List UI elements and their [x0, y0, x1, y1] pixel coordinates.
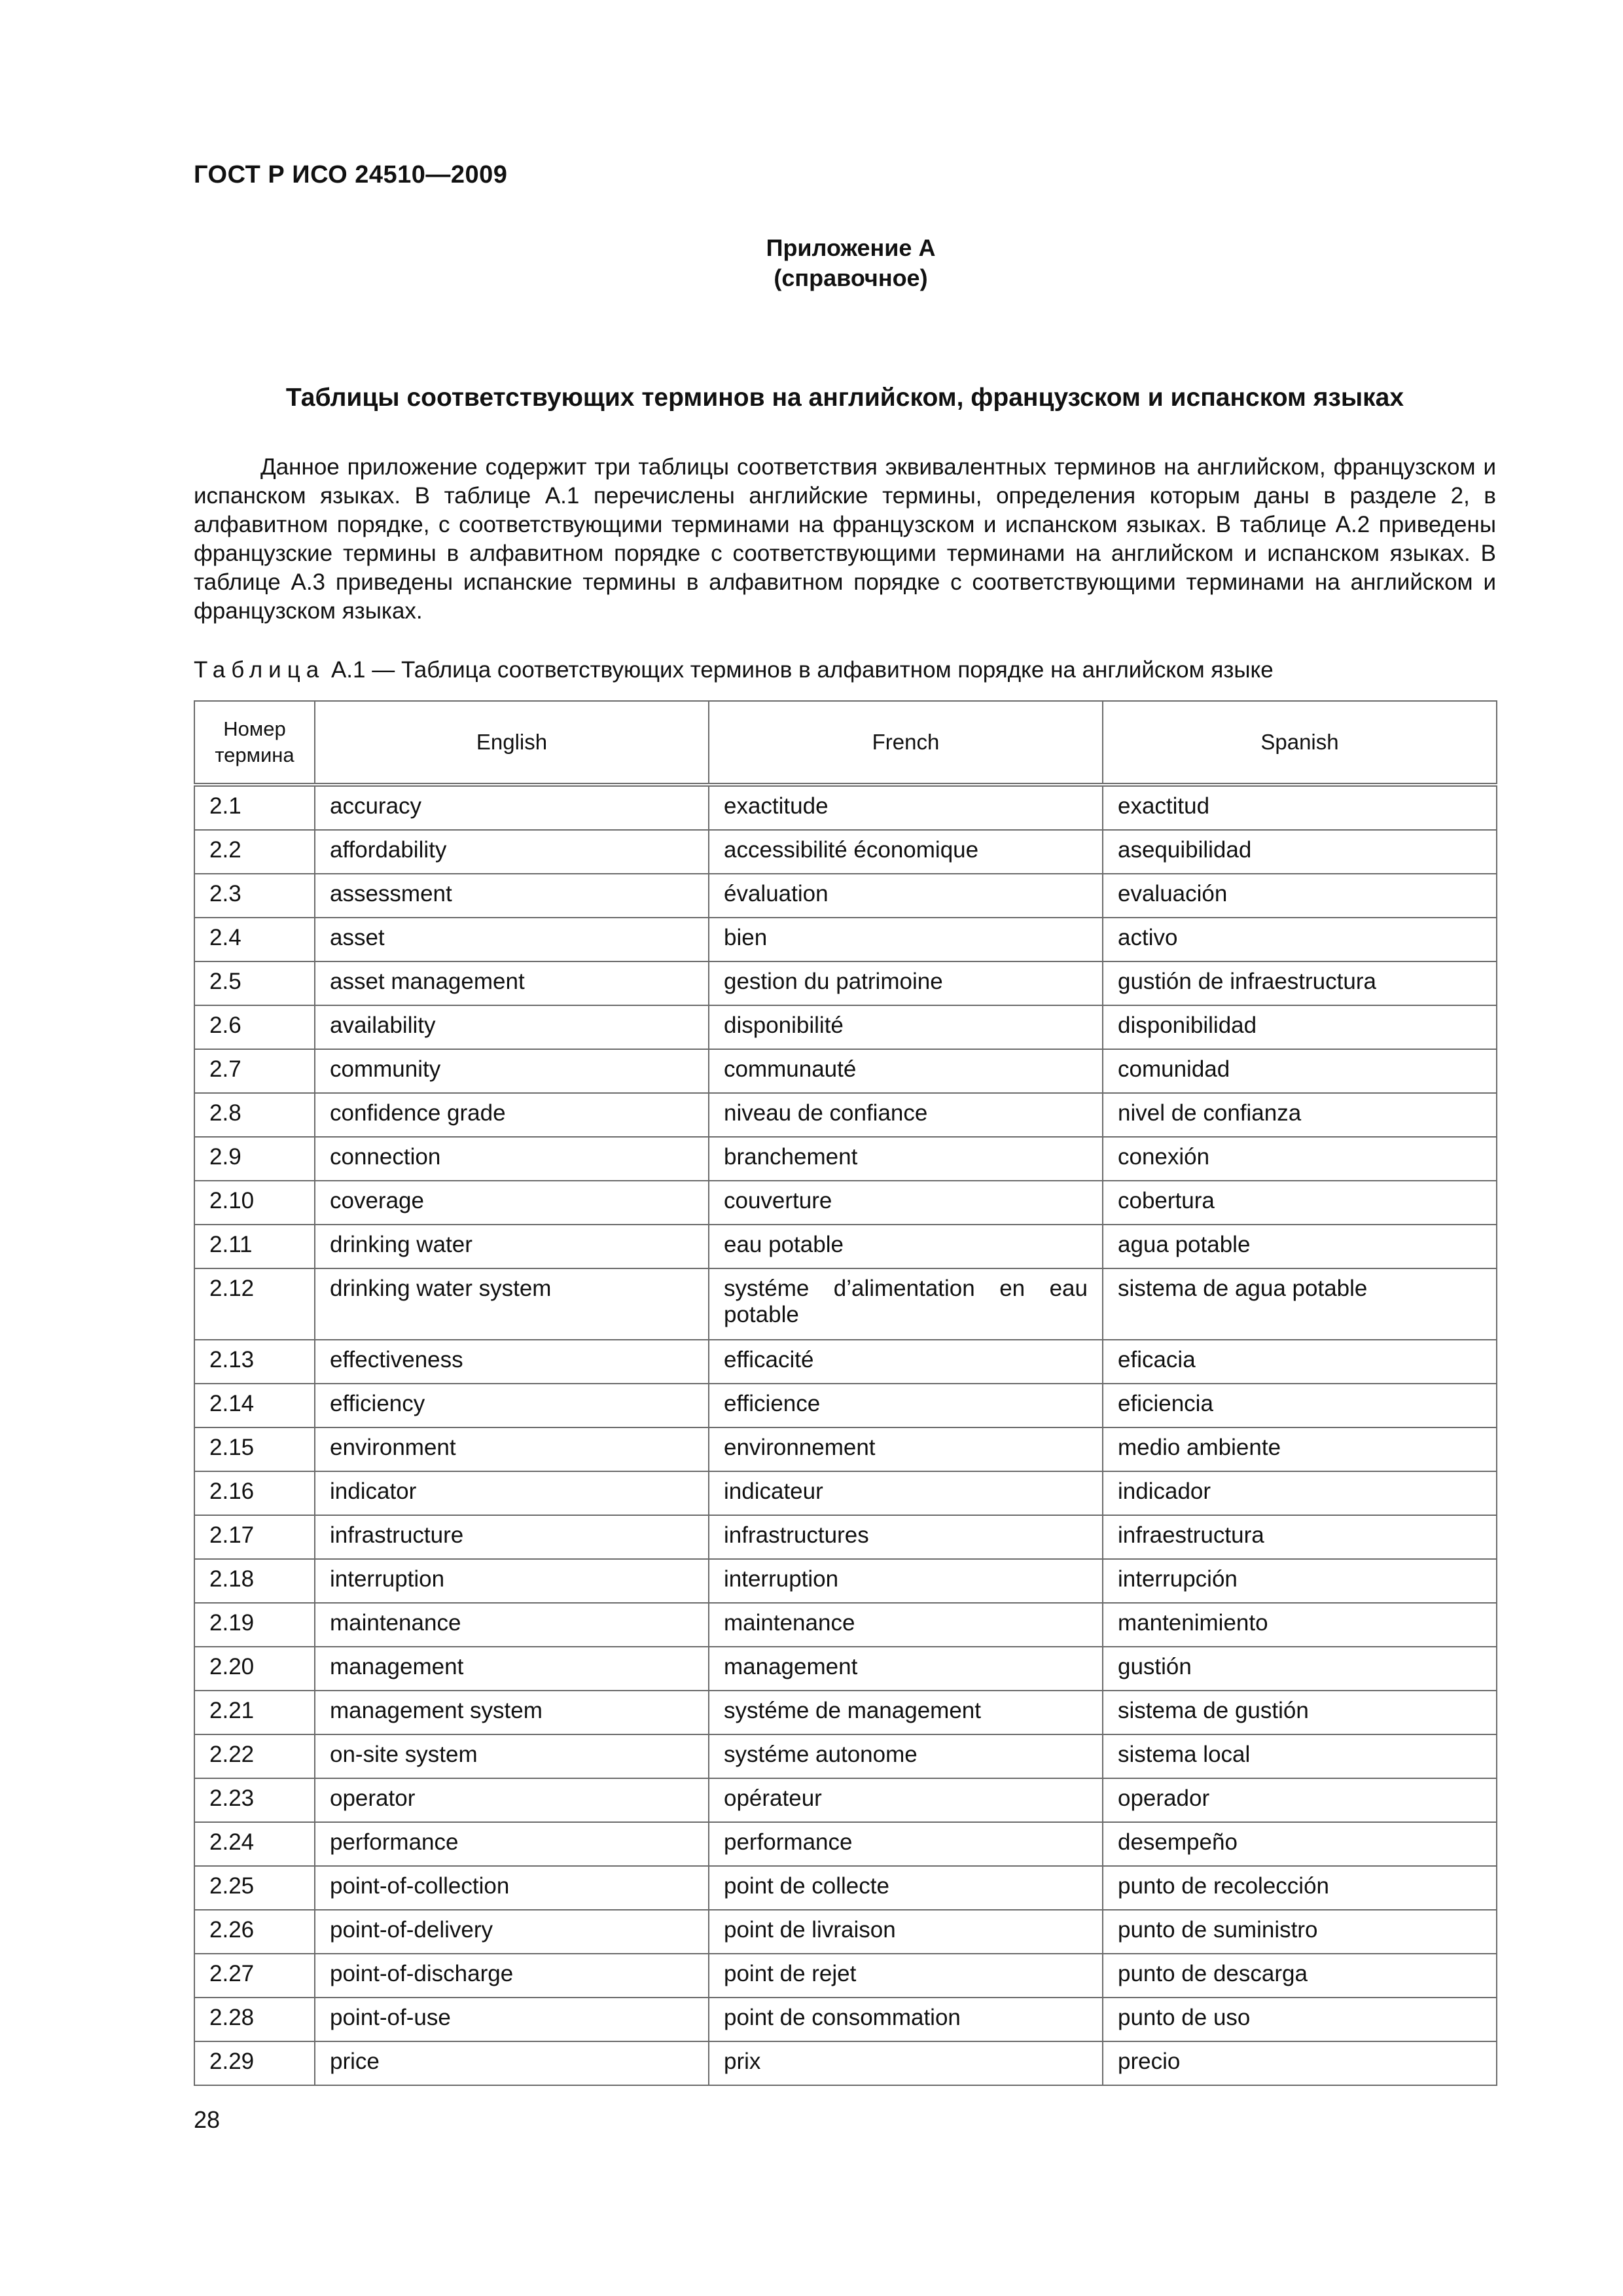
table-header-row — [194, 701, 1497, 785]
english-term-cell: maintenance — [315, 1603, 709, 1647]
french-term-cell: point de rejet — [709, 1954, 1103, 1998]
term-number-cell: 2.24 — [194, 1822, 315, 1866]
french-term-cell: performance — [709, 1822, 1103, 1866]
french-term-cell: évaluation — [709, 874, 1103, 918]
term-number-cell: 2.18 — [194, 1559, 315, 1603]
english-term-cell: management system — [315, 1691, 709, 1734]
spanish-term-cell: infraestructura — [1103, 1515, 1497, 1559]
english-term-cell: indicator — [315, 1471, 709, 1515]
english-term-cell: community — [315, 1049, 709, 1093]
table-caption-text: А.1 — Таблица соответствующих терминов в алфавитном порядке на английском языке — [325, 657, 1274, 683]
appendix-title: Приложение А — [766, 234, 936, 261]
term-number-cell: 2.10 — [194, 1181, 315, 1225]
french-term-cell: bien — [709, 918, 1103, 961]
french-term-cell: point de livraison — [709, 1910, 1103, 1954]
term-number-cell: 2.17 — [194, 1515, 315, 1559]
english-term-cell: connection — [315, 1137, 709, 1181]
french-term-cell: environnement — [709, 1427, 1103, 1471]
spanish-term-cell: exactitud — [1103, 785, 1497, 830]
table-row — [194, 1691, 1497, 1734]
spanish-term-cell: evaluación — [1103, 874, 1497, 918]
spanish-term-cell: interrupción — [1103, 1559, 1497, 1603]
spanish-term-cell: nivel de confianza — [1103, 1093, 1497, 1137]
english-term-cell: point-of-delivery — [315, 1910, 709, 1954]
french-term-cell: eau potable — [709, 1225, 1103, 1268]
spanish-term-cell: precio — [1103, 2041, 1497, 2085]
spanish-term-cell: disponibilidad — [1103, 1005, 1497, 1049]
table-body — [194, 785, 1497, 2085]
term-number-cell: 2.2 — [194, 830, 315, 874]
spanish-term-cell: eficiencia — [1103, 1384, 1497, 1427]
spanish-term-cell: gustión de infraestructura — [1103, 961, 1497, 1005]
table-row — [194, 1137, 1497, 1181]
table-row — [194, 1384, 1497, 1427]
term-number-cell: 2.25 — [194, 1866, 315, 1910]
header-term-number — [194, 701, 315, 785]
english-term-cell: assessment — [315, 874, 709, 918]
table-row — [194, 1822, 1497, 1866]
french-term-cell: communauté — [709, 1049, 1103, 1093]
english-term-cell: drinking water — [315, 1225, 709, 1268]
english-term-cell: asset management — [315, 961, 709, 1005]
header-spanish: Spanish — [1103, 701, 1497, 785]
spanish-term-cell: medio ambiente — [1103, 1427, 1497, 1471]
french-term-cell: systéme autonome — [709, 1734, 1103, 1778]
term-number-cell: 2.8 — [194, 1093, 315, 1137]
term-number-cell: 2.26 — [194, 1910, 315, 1954]
french-term-cell: gestion du patrimoine — [709, 961, 1103, 1005]
term-number-cell: 2.15 — [194, 1427, 315, 1471]
table-caption-label: Таблица — [194, 657, 325, 683]
terms-table — [194, 700, 1497, 2086]
table-row — [194, 1910, 1497, 1954]
term-number-cell: 2.29 — [194, 2041, 315, 2085]
english-term-cell: management — [315, 1647, 709, 1691]
header-french: French — [709, 701, 1103, 785]
table-row — [194, 830, 1497, 874]
spanish-term-cell: punto de suministro — [1103, 1910, 1497, 1954]
table-row — [194, 874, 1497, 918]
term-number-cell: 2.5 — [194, 961, 315, 1005]
table-row — [194, 1998, 1497, 2041]
term-number-cell: 2.13 — [194, 1340, 315, 1384]
spanish-term-cell: punto de descarga — [1103, 1954, 1497, 1998]
term-number-cell: 2.4 — [194, 918, 315, 961]
english-term-cell: asset — [315, 918, 709, 961]
french-term-cell: couverture — [709, 1181, 1103, 1225]
french-term-cell: opérateur — [709, 1778, 1103, 1822]
spanish-term-cell: comunidad — [1103, 1049, 1497, 1093]
english-term-cell: coverage — [315, 1181, 709, 1225]
table-row — [194, 1005, 1497, 1049]
french-term-cell: systéme de management — [709, 1691, 1103, 1734]
spanish-term-cell: agua potable — [1103, 1225, 1497, 1268]
spanish-term-cell: sistema de gustión — [1103, 1691, 1497, 1734]
term-number-cell: 2.16 — [194, 1471, 315, 1515]
spanish-term-cell: conexión — [1103, 1137, 1497, 1181]
french-term-cell: interruption — [709, 1559, 1103, 1603]
term-number-cell: 2.19 — [194, 1603, 315, 1647]
table-row — [194, 1340, 1497, 1384]
table-caption — [194, 657, 1274, 683]
english-term-cell: interruption — [315, 1559, 709, 1603]
spanish-term-cell: desempeño — [1103, 1822, 1497, 1866]
french-term-cell: point de collecte — [709, 1866, 1103, 1910]
spanish-term-cell: sistema local — [1103, 1734, 1497, 1778]
term-number-cell: 2.27 — [194, 1954, 315, 1998]
term-number-cell: 2.23 — [194, 1778, 315, 1822]
table-row — [194, 1778, 1497, 1822]
term-number-cell: 2.11 — [194, 1225, 315, 1268]
spanish-term-cell: mantenimiento — [1103, 1603, 1497, 1647]
french-term-cell: management — [709, 1647, 1103, 1691]
spanish-term-cell: indicador — [1103, 1471, 1497, 1515]
term-number-cell: 2.6 — [194, 1005, 315, 1049]
spanish-term-cell: asequibilidad — [1103, 830, 1497, 874]
term-number-cell: 2.20 — [194, 1647, 315, 1691]
table-row — [194, 1225, 1497, 1268]
table-row — [194, 1866, 1497, 1910]
spanish-term-cell: operador — [1103, 1778, 1497, 1822]
term-number-cell: 2.21 — [194, 1691, 315, 1734]
header-term-number-line1: Номер — [223, 717, 286, 740]
header-english: English — [315, 701, 709, 785]
appendix-subtitle: (справочное) — [774, 264, 928, 291]
term-number-cell: 2.22 — [194, 1734, 315, 1778]
french-term-cell: infrastructures — [709, 1515, 1103, 1559]
english-term-cell: environment — [315, 1427, 709, 1471]
french-term-cell: prix — [709, 2041, 1103, 2085]
spanish-term-cell: sistema de agua potable — [1103, 1268, 1497, 1340]
table-row — [194, 1427, 1497, 1471]
french-term-cell: niveau de confiance — [709, 1093, 1103, 1137]
table-row — [194, 1954, 1497, 1998]
spanish-term-cell: punto de uso — [1103, 1998, 1497, 2041]
document-code: ГОСТ Р ИСО 24510—2009 — [194, 161, 508, 188]
english-term-cell: point-of-discharge — [315, 1954, 709, 1998]
french-term-cell: efficience — [709, 1384, 1103, 1427]
term-number-cell: 2.9 — [194, 1137, 315, 1181]
english-term-cell: availability — [315, 1005, 709, 1049]
table-row — [194, 1093, 1497, 1137]
table-row — [194, 1471, 1497, 1515]
intro-paragraph: Данное приложение содержит три таблицы соответствия эквивалентных терминов на английском, французском и испанском языках. В таблице А.1 перечислены английские термины, определения которым даны в разделе 2, в алфавитном порядке, с соответствующими терминами на французском и испанском языках. В таблице А.2 приведены французские термины в алфавитном порядке с соответствующими терминами на английском и испанском языках. В таблице А.3 приведены испанские термины в алфавитном порядке с соответствующими терминами на английском и французском языках. — [194, 454, 1496, 624]
table-row — [194, 918, 1497, 961]
french-term-cell: exactitude — [709, 785, 1103, 830]
french-term-cell: point de consommation — [709, 1998, 1103, 2041]
table-row — [194, 1049, 1497, 1093]
spanish-term-cell: eficacia — [1103, 1340, 1497, 1384]
english-term-cell: confidence grade — [315, 1093, 709, 1137]
french-term-cell: indicateur — [709, 1471, 1103, 1515]
table-row — [194, 1647, 1497, 1691]
table-row — [194, 961, 1497, 1005]
term-number-cell: 2.1 — [194, 785, 315, 830]
table-row — [194, 1603, 1497, 1647]
table-row — [194, 1734, 1497, 1778]
english-term-cell: drinking water system — [315, 1268, 709, 1340]
term-number-cell: 2.14 — [194, 1384, 315, 1427]
term-number-cell: 2.3 — [194, 874, 315, 918]
table-row — [194, 785, 1497, 830]
english-term-cell: point-of-use — [315, 1998, 709, 2041]
spanish-term-cell: punto de recolección — [1103, 1866, 1497, 1910]
term-number-cell: 2.12 — [194, 1268, 315, 1340]
french-term-cell: systéme d’alimentation en eau potable — [709, 1268, 1103, 1340]
english-term-cell: point-of-collection — [315, 1866, 709, 1910]
table-row — [194, 1181, 1497, 1225]
spanish-term-cell: gustión — [1103, 1647, 1497, 1691]
french-term-cell: accessibilité économique — [709, 830, 1103, 874]
english-term-cell: operator — [315, 1778, 709, 1822]
english-term-cell: performance — [315, 1822, 709, 1866]
table-row — [194, 1559, 1497, 1603]
english-term-cell: price — [315, 2041, 709, 2085]
english-term-cell: efficiency — [315, 1384, 709, 1427]
french-term-cell: branchement — [709, 1137, 1103, 1181]
page-number: 28 — [194, 2106, 221, 2133]
english-term-cell: infrastructure — [315, 1515, 709, 1559]
english-term-cell: effectiveness — [315, 1340, 709, 1384]
french-term-cell: disponibilité — [709, 1005, 1103, 1049]
english-term-cell: affordability — [315, 830, 709, 874]
french-term-cell: maintenance — [709, 1603, 1103, 1647]
table-row — [194, 2041, 1497, 2085]
table-row — [194, 1515, 1497, 1559]
header-term-number-line2: термина — [215, 744, 294, 766]
english-term-cell: on-site system — [315, 1734, 709, 1778]
french-term-cell: efficacité — [709, 1340, 1103, 1384]
term-number-cell: 2.28 — [194, 1998, 315, 2041]
spanish-term-cell: cobertura — [1103, 1181, 1497, 1225]
spanish-term-cell: activo — [1103, 918, 1497, 961]
english-term-cell: accuracy — [315, 785, 709, 830]
term-number-cell: 2.7 — [194, 1049, 315, 1093]
table-row — [194, 1268, 1497, 1340]
section-title: Таблицы соответствующих терминов на английском, французском и испанском языках — [285, 384, 1404, 412]
